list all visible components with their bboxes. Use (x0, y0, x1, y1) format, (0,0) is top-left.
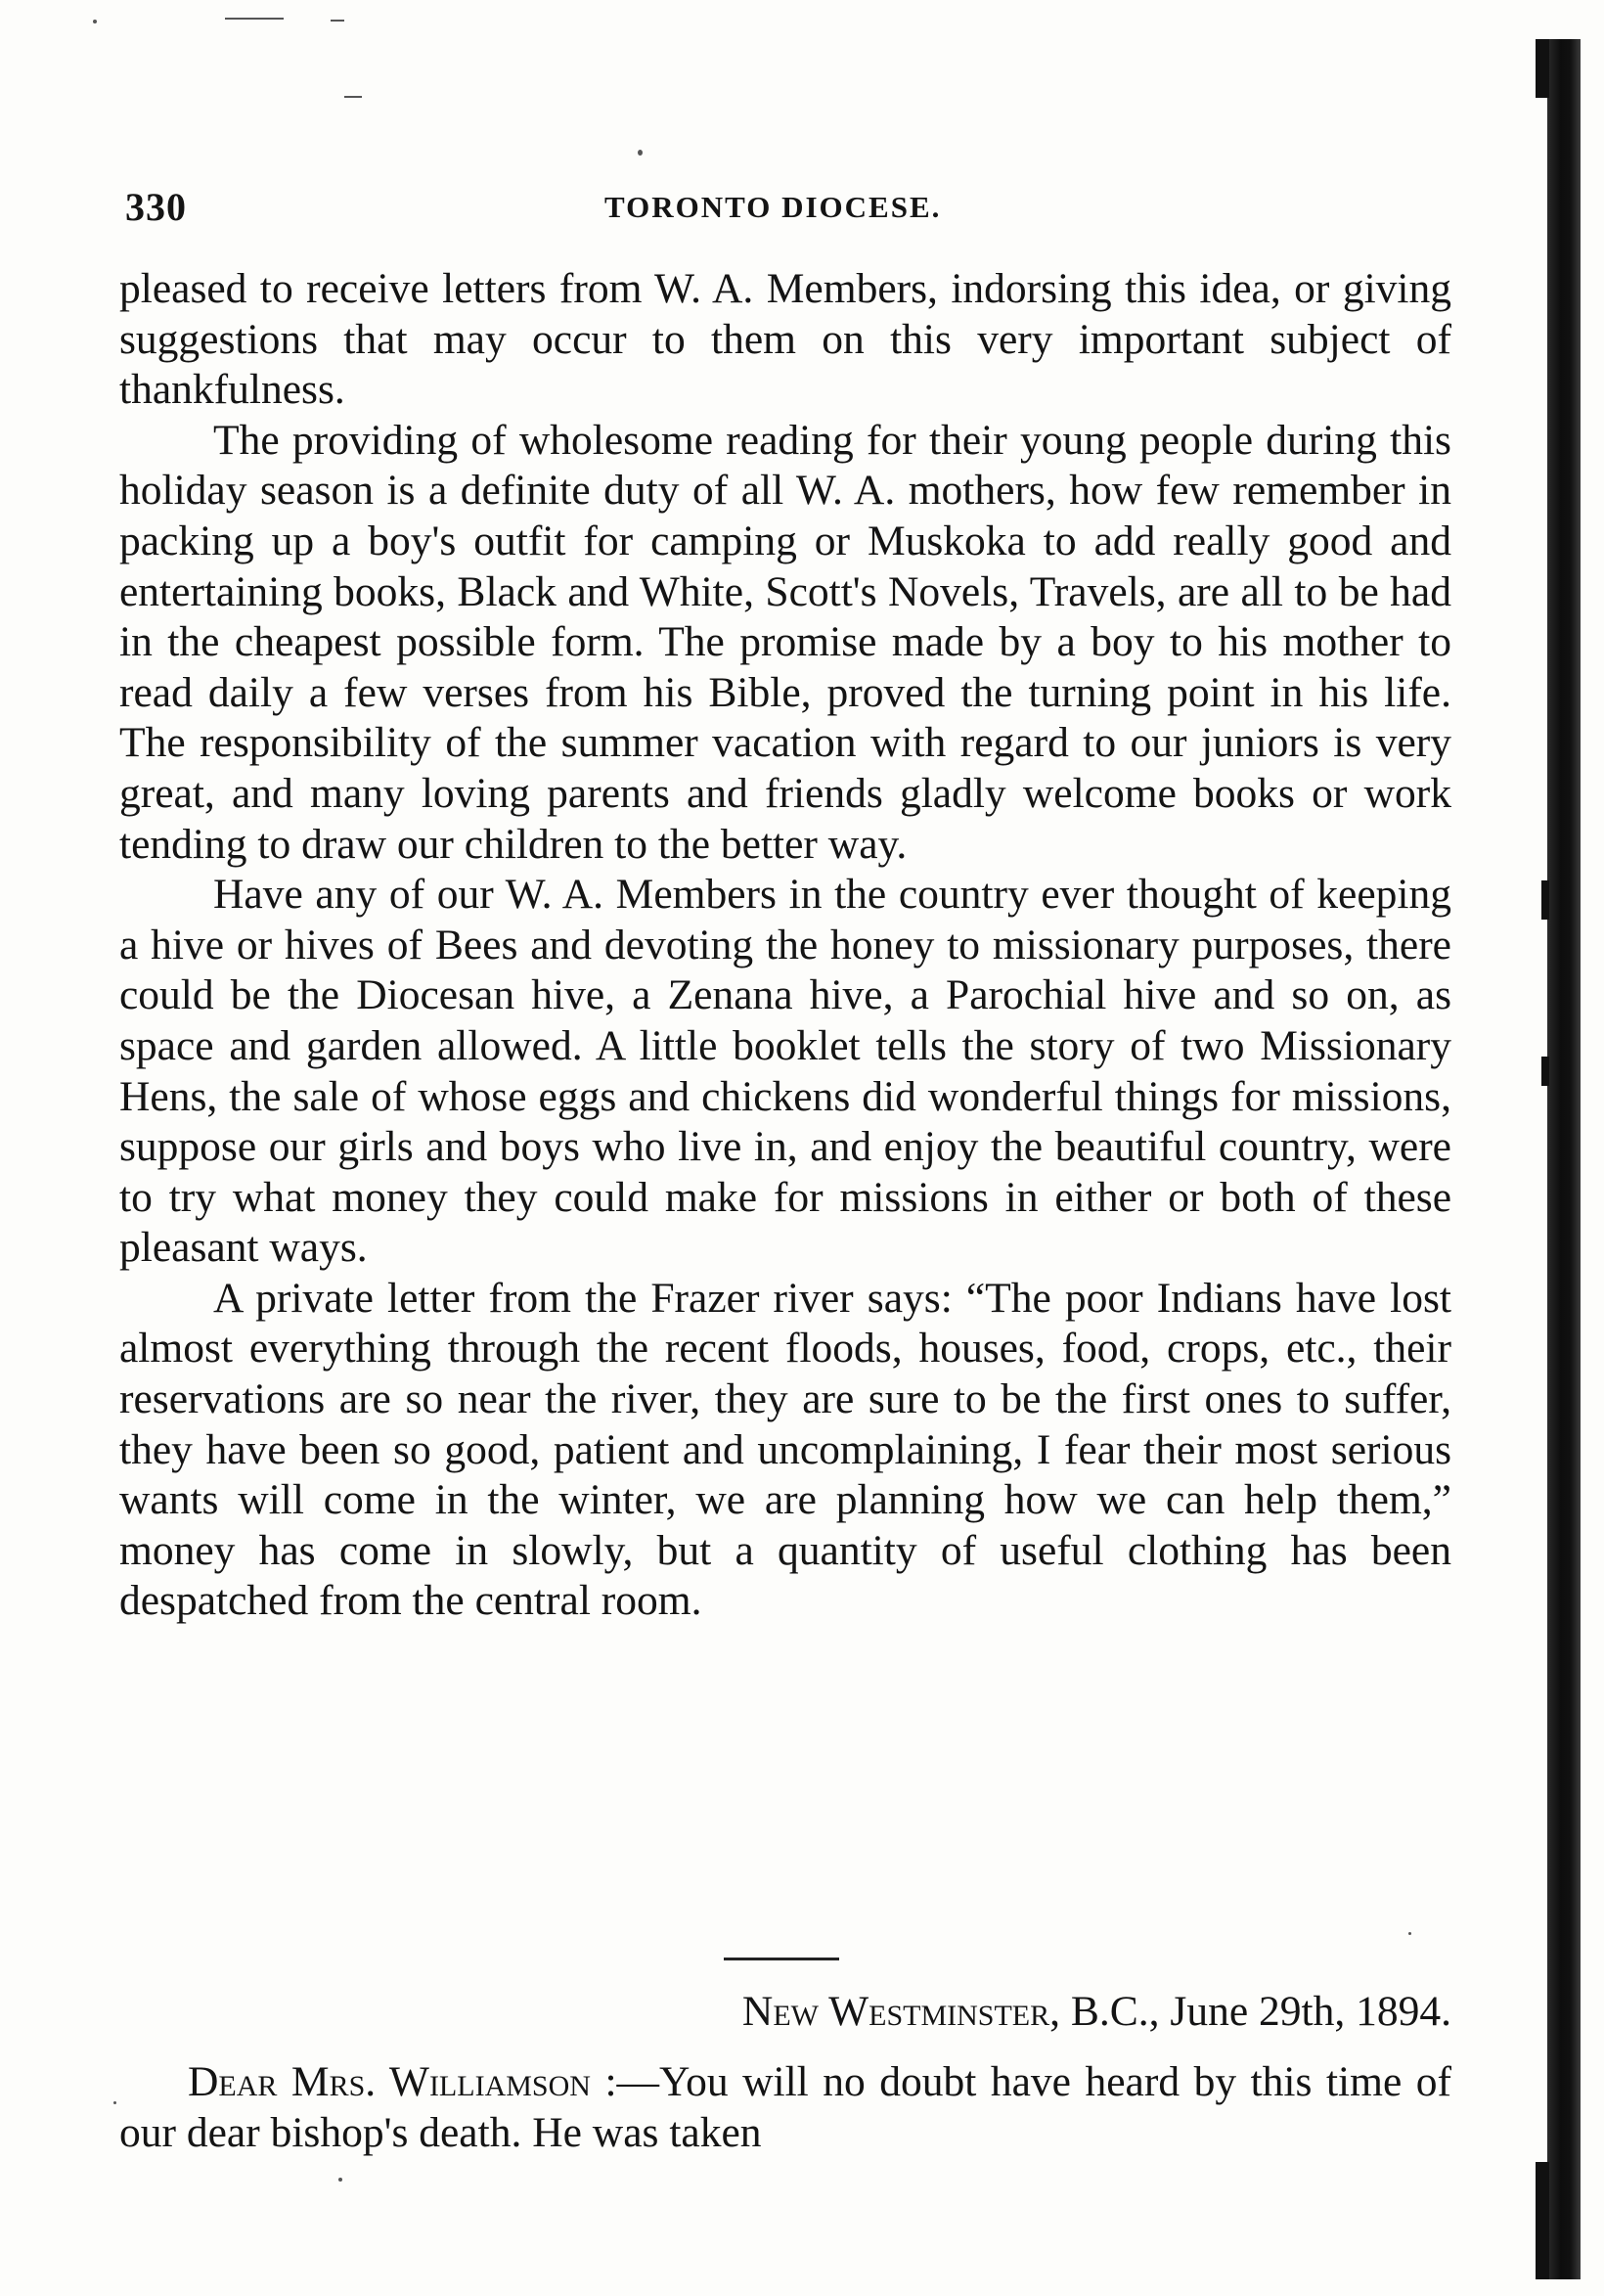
scan-speck (344, 96, 362, 98)
scan-speck (338, 2178, 342, 2182)
binding-edge (1541, 1057, 1549, 1086)
letter-paragraph (119, 2056, 1451, 2158)
binding-edge (1536, 2162, 1549, 2279)
paragraph: pleased to receive letters from W. A. Members, indorsing this idea, or giving suggestions that may occur to them on this very important subject of thankfulness. (119, 265, 1451, 414)
scan-speck (93, 20, 97, 23)
paragraph: The providing of wholesome reading for their young people during this holiday season is a definite duty of all W. A. mothers, how few remember in packing up a boy's outfit for camping or Muskoka to add really good and entertaining books, Black and White, Scott's Novels, Travels, are all to be had in the cheapest possible form. The promise made by a boy to his mother to read daily a few verses from his Bible, proved the turning point in his life. The responsibility of the summer vacation with regard to our juniors is very great, and many loving parents and friends gladly welcome books or work tending to draw our children to the better way. (119, 416, 1451, 868)
scan-speck (638, 150, 643, 156)
page-number: 330 (125, 185, 187, 229)
scan-speck (1408, 1932, 1411, 1935)
dateline-place: New Westminster (741, 1988, 1050, 2035)
scan-speck (225, 18, 284, 20)
scan-speck (113, 2101, 116, 2104)
binding-shadow (1547, 39, 1581, 2279)
paragraph: A private letter from the Frazer river says: “The poor Indians have lost almost everything through the recent floods, houses, food, crops, etc., their reservations are so near the river, they are sure to be the first ones to suffer, they have been so good, patient and uncomplaining, I fear their most serious wants will come in the winter, we are planning how we can help them,” money has come in slowly, but a quantity of useful clothing has been despatched from the central room. (119, 1274, 1451, 1625)
binding-edge (1541, 880, 1549, 920)
paragraph: Have any of our W. A. Members in the country ever thought of keeping a hive or hives of Bees and devoting the honey to missionary purposes, there could be the Diocesan hive, a Zenana hive, a Parochial hive and so on, as space and garden allowed. A little booklet tells the story of two Missionary Hens, the sale of whose eggs and chickens did wonderful things for missions, suppose our girls and boys who live in, and enjoy the beautiful country, were to try what money they could make for missions in either or both of these pleasant ways. (119, 871, 1451, 1272)
scan-speck (331, 20, 344, 22)
body-text (119, 264, 1451, 1627)
section-rule (724, 1958, 839, 1960)
running-head: TORONTO DIOCESE. (604, 190, 942, 224)
letter-dateline (119, 1986, 1451, 2037)
letter-body (119, 2056, 1451, 2158)
dateline-date: , B.C., June 29th, 1894. (1049, 1988, 1451, 2035)
letter-opening: :—You will no doubt have heard by this time of our dear bishop's death. He was taken (119, 2058, 1451, 2156)
letter-salutation: Dear Mrs. Williamson (188, 2058, 591, 2105)
page-header (125, 184, 1446, 243)
binding-edge (1536, 39, 1549, 98)
